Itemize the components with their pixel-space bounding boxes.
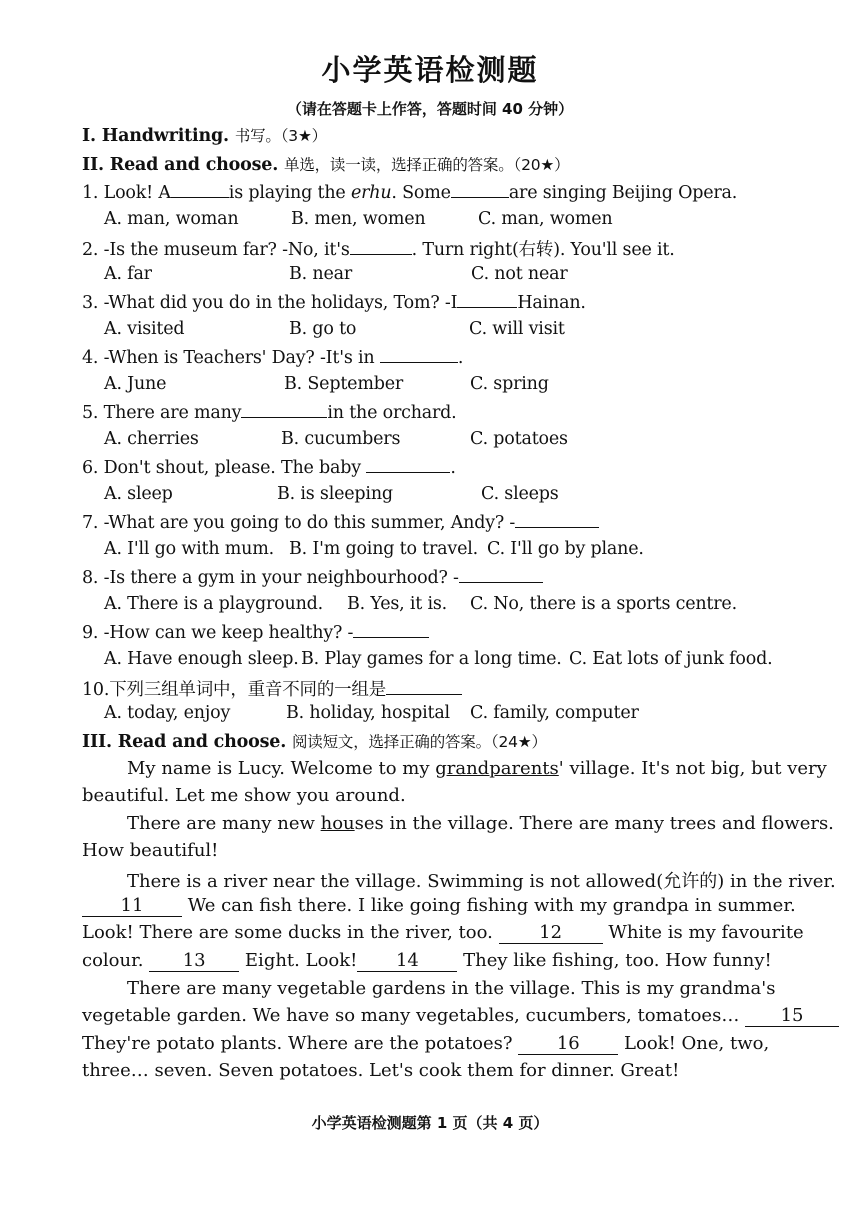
answer-blank [457,291,517,308]
question-9-text-a: 9. -How can we keep healthy? - [82,623,354,643]
passage-text: colour. [82,950,144,971]
passage-text: ' village. It's not big, but very [558,758,827,779]
blank-15: 15 [745,1005,839,1027]
section-1-label: I. Handwriting. [82,126,229,146]
blank-12: 12 [499,922,603,944]
question-7-option-a: A. I'll go with mum. [104,539,275,559]
page-title: 小学英语检测题 [321,53,539,87]
question-6-option-a: A. sleep [104,484,173,504]
section-2-label: II. Read and choose. [82,155,279,175]
question-3-text-b: Hainan. [517,293,586,313]
question-5-option-b: B. cucumbers [281,429,401,449]
question-1-text-d: . Some [391,183,451,203]
passage-text: White is my favourite [608,922,804,943]
question-10-option-a: A. today, enjoy [104,703,231,723]
answer-blank [451,181,509,198]
passage-text: Look! There are some ducks in the river, too. [82,922,493,943]
question-6 [82,456,456,478]
question-3 [82,291,586,313]
question-10 [82,676,462,701]
question-5-text-a: 5. There are many [82,403,242,423]
question-1-italic: erhu [350,183,392,203]
section-2-note: 单选，读一读，选择正确的答案。（20★） [284,156,570,174]
question-1-option-b: B. men, women [291,209,426,229]
question-1-text-b: is playing the [228,183,346,203]
passage-line-8 [82,950,782,972]
question-8-option-a: A. There is a playground. [104,594,324,614]
section-3-heading [82,730,547,752]
question-8-option-b: B. Yes, it is. [347,594,448,614]
question-3-option-c: C. will visit [469,319,565,339]
question-9-option-b: B. Play games for a long time. [301,649,562,669]
question-7 [82,511,599,533]
question-6-text-b: . [450,458,456,478]
passage-line-9: There are many vegetable gardens in the village. This is my grandma's [127,978,776,999]
answer-blank [353,621,429,638]
answer-blank [515,511,599,528]
passage-line-3 [127,813,834,834]
question-6-option-c: C. sleeps [481,484,559,504]
question-9-option-c: C. Eat lots of junk food. [569,649,773,669]
passage-line-12: three… seven. Seven potatoes. Let's cook them for dinner. Great! [82,1060,680,1081]
question-1 [82,181,737,203]
passage-text: vegetable garden. We have so many vegetables, cucumbers, tomatoes… [82,1005,740,1026]
question-8-option-c: C. No, there is a sports centre. [470,594,737,614]
passage-text: ses in the village. There are many trees and flowers. [354,813,834,834]
question-9-option-a: A. Have enough sleep. [104,649,299,669]
question-10-option-b: B. holiday, hospital [286,703,450,723]
blank-11: 11 [82,895,182,917]
question-2-text-b: . Turn right(右转). You'll see it. [411,240,675,260]
passage-line-6 [82,895,796,917]
question-1-option-c: C. man, women [478,209,613,229]
answer-blank [366,456,450,473]
answer-blank [459,566,543,583]
question-2-option-c: C. not near [471,264,568,284]
passage-line-4: How beautiful! [82,840,219,861]
section-3-note: 阅读短文，选择正确的答案。（24★） [292,733,547,751]
question-1-option-a: A. man, woman [104,209,239,229]
passage-line-11 [82,1033,782,1055]
passage-text: There are many new [127,813,315,834]
question-4-option-a: A. June [104,374,167,394]
section-3-label: III. Read and choose. [82,732,287,752]
question-7-text-a: 7. -What are you going to do this summer, Andy? - [82,513,516,533]
question-4-option-c: C. spring [470,374,549,394]
answer-blank [386,678,462,695]
question-2-option-b: B. near [289,264,353,284]
question-2-text-a: 2. -Is the museum far? -No, it's [82,240,350,260]
question-3-text-a: 3. -What did you do in the holidays, Tom? -I [82,293,458,313]
page-subtitle: （请在答题卡上作答，答题时间 40 分钟） [286,100,574,118]
section-1-heading [82,124,327,146]
question-1-text-a: 1. Look! A [82,183,171,203]
passage-line-10 [82,1005,804,1027]
passage-line-7 [82,922,804,944]
blank-16: 16 [518,1033,618,1055]
question-4-text-a: 4. -When is Teachers' Day? -It's in [82,348,375,368]
answer-blank [241,401,327,418]
answer-blank [350,238,412,255]
question-1-text-e: are singing Beijing Opera. [508,183,738,203]
question-4 [82,346,463,368]
passage-line-1 [127,758,827,779]
answer-blank [171,181,229,198]
question-10-option-c: C. family, computer [470,703,639,723]
question-4-text-b: . [457,348,464,368]
passage-text: My name is Lucy. Welcome to my [127,758,430,779]
question-6-text-a: 6. Don't shout, please. The baby [82,458,361,478]
page-footer: 小学英语检测题第 1 页（共 4 页） [311,1114,549,1132]
answer-blank [380,346,458,363]
question-2-option-a: A. far [104,264,152,284]
question-2 [82,236,675,261]
question-5-option-a: A. cherries [104,429,199,449]
passage-text: They're potato plants. Where are the potatoes? [82,1033,513,1054]
section-2-heading [82,153,569,175]
question-9 [82,621,429,643]
passage-line-2: beautiful. Let me show you around. [82,785,406,806]
passage-underlined-word: hou [320,813,355,834]
question-8-text-a: 8. -Is there a gym in your neighbourhood? - [82,568,459,588]
passage-underlined-word: grandparents [435,758,559,779]
question-3-option-a: A. visited [104,319,185,339]
question-5-option-c: C. potatoes [470,429,568,449]
question-4-option-b: B. September [284,374,404,394]
question-6-option-b: B. is sleeping [277,484,393,504]
passage-text: They like fishing, too. How funny! [463,950,772,971]
blank-14: 14 [357,950,457,972]
passage-text: We can fish there. I like going fishing with my grandpa in summer. [187,895,796,916]
passage-text: Look! One, two, [624,1033,770,1054]
question-8 [82,566,543,588]
passage-line-5: There is a river near the village. Swimming is not allowed(允许的) in the river. [127,871,836,892]
blank-13: 13 [149,950,239,972]
question-10-text-a: 10.下列三组单词中，重音不同的一组是 [82,680,387,700]
question-5-text-b: in the orchard. [327,403,457,423]
passage-text: Eight. Look! [244,950,358,971]
question-7-option-b: B. I'm going to travel. [289,539,479,559]
question-7-option-c: C. I'll go by plane. [487,539,644,559]
question-5 [82,401,457,423]
section-1-note: 书写。（3★） [234,127,327,145]
question-3-option-b: B. go to [289,319,357,339]
